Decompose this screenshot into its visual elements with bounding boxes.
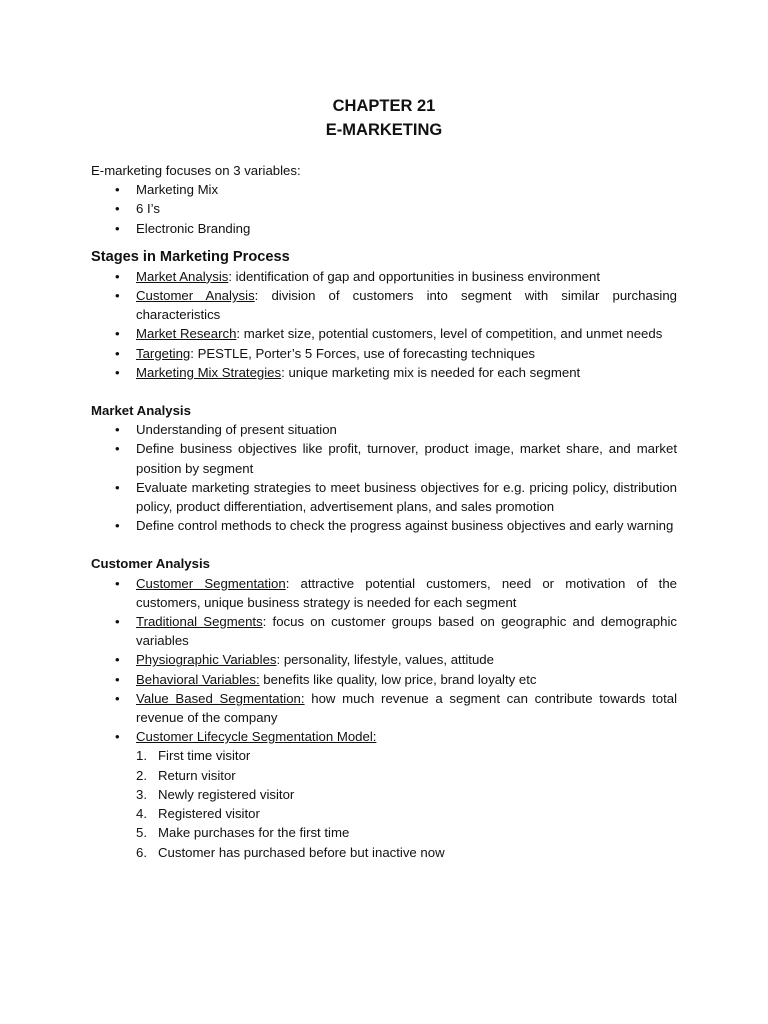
list-item [91, 746, 677, 765]
description: : unique marketing mix is needed for each segment [281, 364, 581, 380]
list-item [91, 286, 677, 324]
step-text: Make purchases for the first time [158, 825, 350, 841]
section-heading-customer-analysis: Customer Analysis [91, 556, 210, 572]
description: : PESTLE, Porter’s 5 Forces, use of forecasting techniques [190, 345, 536, 361]
description: : division of customers into segment with similar purchasing characteristics [136, 288, 678, 323]
list-item: • Define business objectives like profit, turnover, product image, market share, and market position by segment [91, 439, 677, 477]
list-item: • Define control methods to check the progress against business objectives and early warning [91, 516, 677, 535]
section-heading-stages: Stages in Marketing Process [91, 248, 290, 265]
term: Market Analysis [136, 268, 229, 284]
step-text: First time visitor [158, 748, 251, 764]
step-text: Customer has purchased before but inactive now [158, 844, 445, 860]
lifecycle-steps-list [91, 746, 677, 861]
description: benefits like quality, low price, brand loyalty etc [259, 671, 537, 687]
list-item [91, 785, 677, 804]
step-number: 2. [136, 767, 147, 783]
list-item [91, 689, 677, 727]
description: : personality, lifestyle, values, attitude [276, 652, 494, 668]
description: : market size, potential customers, level of competition, and unmet needs [236, 326, 663, 342]
list-item [91, 670, 677, 689]
list-item [91, 363, 677, 382]
step-text: Newly registered visitor [158, 786, 295, 802]
list-item [91, 574, 677, 612]
chapter-title [91, 94, 677, 142]
list-item [91, 267, 677, 286]
intro-paragraph: E-marketing focuses on 3 variables: [91, 163, 301, 178]
step-number: 3. [136, 786, 147, 802]
term: Customer Segmentation [136, 575, 286, 591]
list-item: • Understanding of present situation [91, 420, 677, 439]
term: Behavioral Variables: [136, 671, 260, 687]
list-item: • Evaluate marketing strategies to meet business objectives for e.g. pricing policy, distribution policy, product differentiation, advertisement plans, and sales promotion [91, 478, 677, 516]
step-number: 6. [136, 844, 147, 860]
section-heading-market-analysis: Market Analysis [91, 403, 191, 419]
term: Market Research [136, 326, 237, 342]
term: Traditional Segments [136, 614, 263, 630]
list-item: • Marketing Mix [91, 180, 677, 199]
term: Marketing Mix Strategies [136, 364, 282, 380]
list-item [91, 766, 677, 785]
customer-analysis-list [91, 574, 677, 747]
list-item [91, 843, 677, 862]
market-analysis-list [91, 420, 677, 535]
list-item: • Electronic Branding [91, 219, 677, 238]
description: how much revenue a segment can contribute towards total revenue of the company [136, 690, 678, 726]
list-item [91, 324, 677, 343]
step-number: 1. [136, 748, 147, 764]
description: : identification of gap and opportunities in business environment [228, 268, 601, 284]
list-item [91, 804, 677, 823]
term: Value Based Segmentation: [136, 690, 305, 706]
step-text: Return visitor [158, 767, 236, 783]
term: Physiographic Variables [136, 652, 277, 668]
list-item [91, 823, 677, 842]
list-item: • 6 I’s [91, 199, 677, 218]
list-item [91, 727, 677, 746]
term: Customer Lifecycle Segmentation Model: [136, 729, 377, 745]
term: Targeting [136, 345, 191, 361]
list-item [91, 344, 677, 363]
step-number: 5. [136, 825, 147, 841]
chapter-number: CHAPTER 21 [332, 97, 436, 115]
step-text: Registered visitor [158, 806, 260, 822]
stages-list [91, 267, 677, 382]
list-item [91, 650, 677, 669]
term: Customer Analysis [136, 288, 255, 304]
step-number: 4. [136, 806, 147, 822]
description: : attractive potential customers, need or motivation of the customers, unique business strategy is needed for each segment [136, 575, 677, 610]
intro-list [91, 180, 677, 238]
chapter-name: E-MARKETING [325, 121, 443, 139]
list-item [91, 612, 677, 650]
description: : focus on customer groups based on geographic and demographic variables [136, 614, 678, 649]
